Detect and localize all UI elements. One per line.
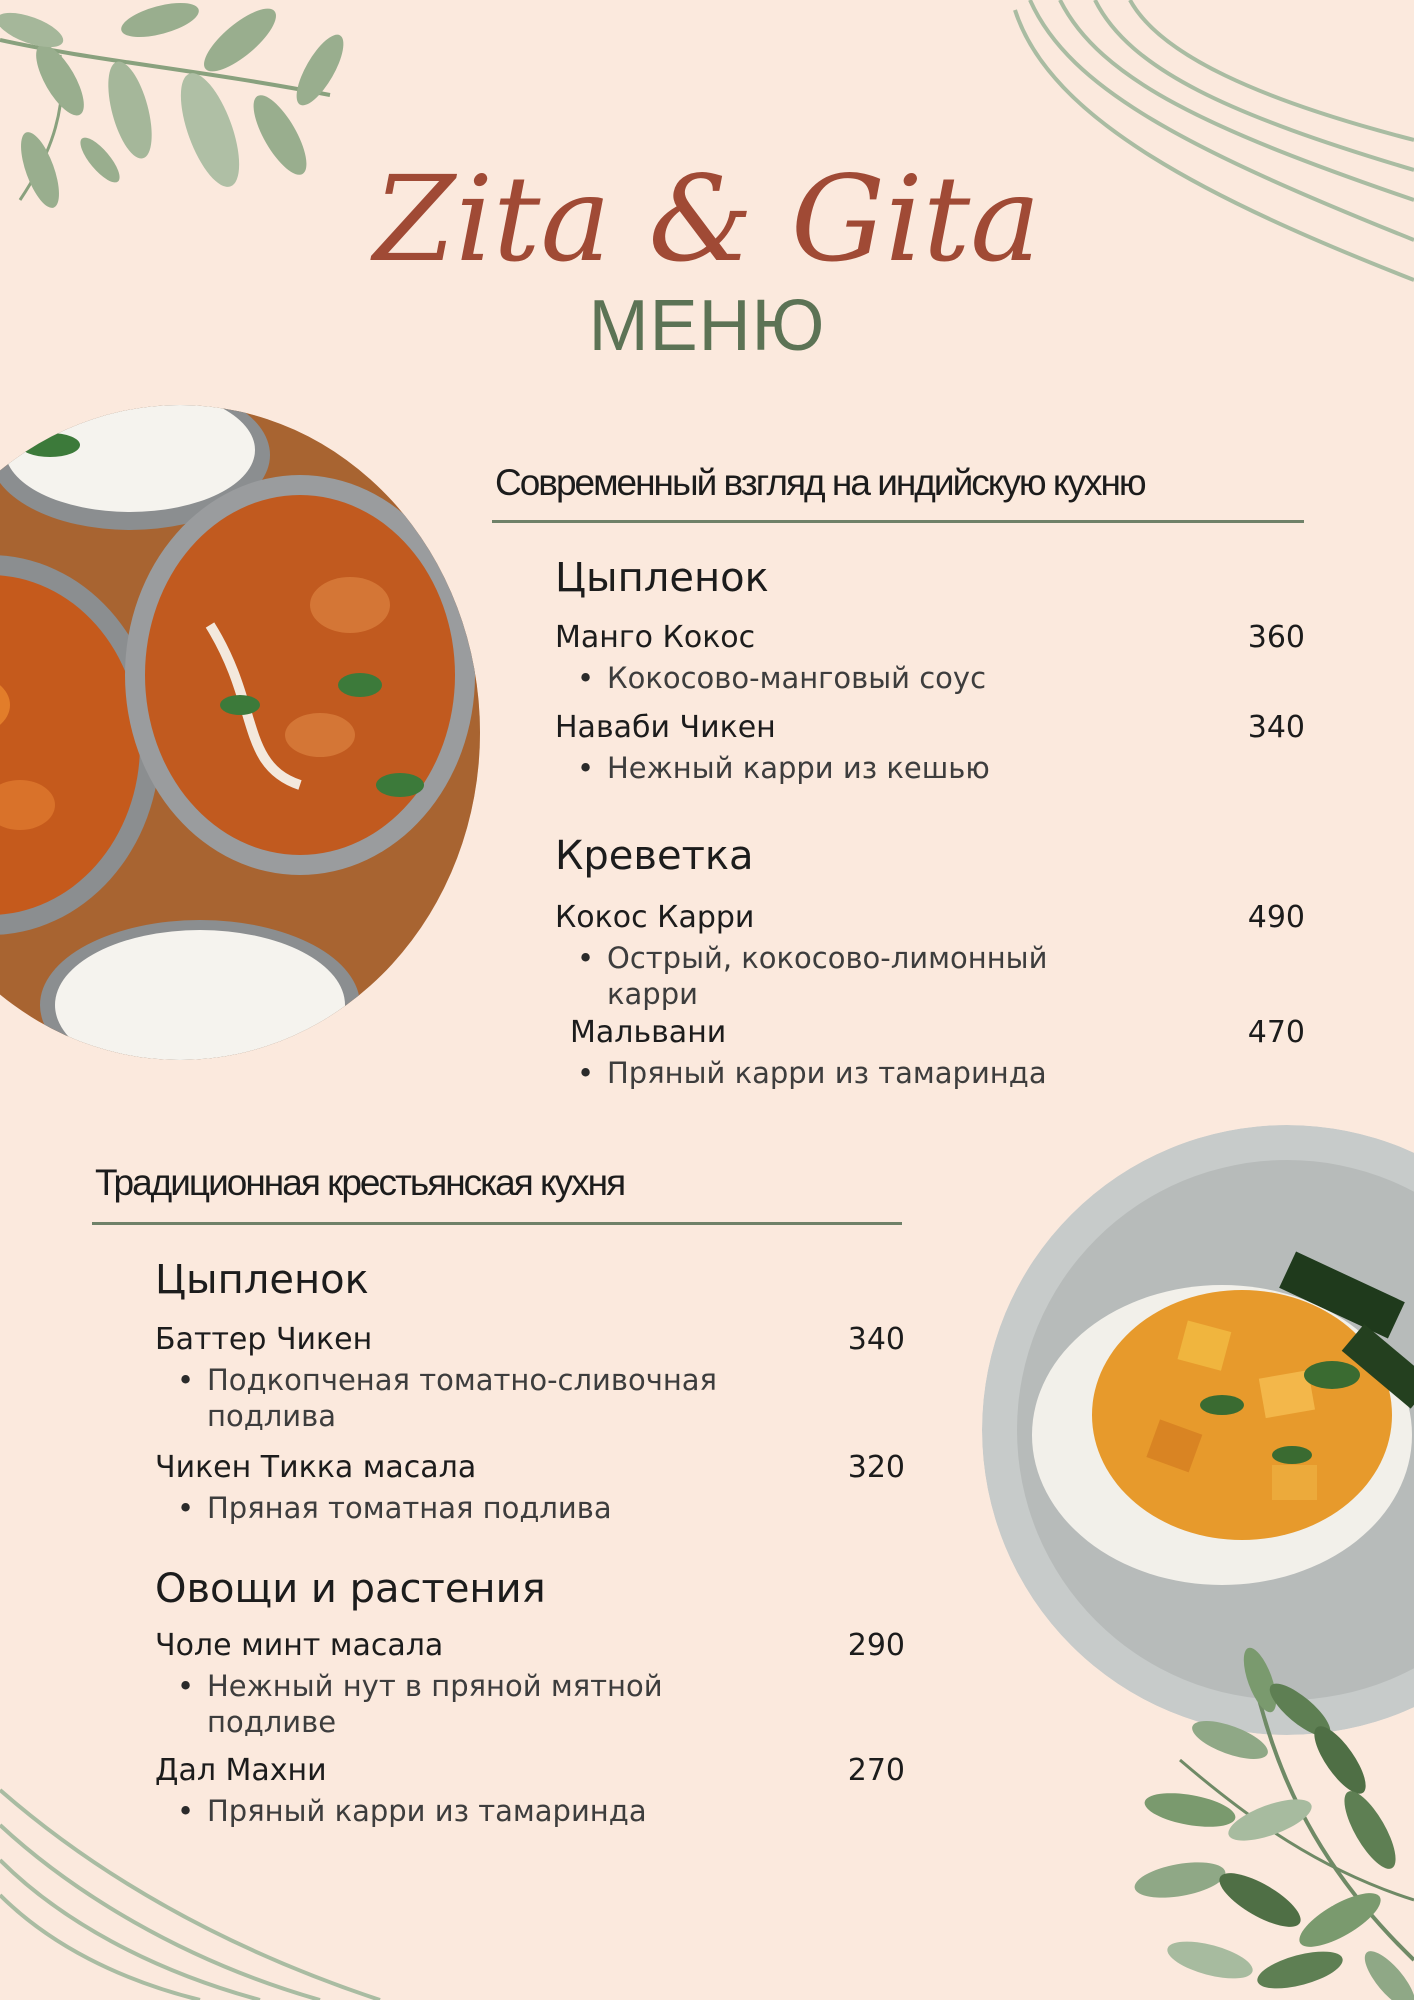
category-shrimp: Креветка [555,833,754,879]
section-traditional-title: Традиционная крестьянская кухня [95,1162,625,1203]
section-traditional-divider [92,1222,902,1225]
category-chicken-traditional: Цыпленок [155,1257,369,1303]
item-chicken-tikka-masala: Чикен Тикка масала [155,1450,477,1485]
desc-nawabi-chicken: • Нежный карри из кешью [555,750,1207,786]
price-butter-chicken: 340 [847,1322,905,1357]
item-mango-coconut: Манго Кокос [555,620,756,655]
price-nawabi-chicken: 340 [1247,710,1305,745]
curry-bowls-photo [0,405,480,1060]
desc-butter-chicken [155,1362,857,1434]
brand-name: Zita & Gita [373,150,1041,288]
section-modern-divider [492,520,1304,523]
desc-butter-chicken-line2: подлива [207,1399,336,1433]
desc-coconut-curry [555,940,1207,1012]
desc-coconut-curry-line2: карри [607,977,698,1011]
price-dal-makhani: 270 [847,1753,905,1788]
desc-coconut-curry-line1: Острый, кокосово-лимонный [607,941,1048,975]
category-vegetables: Овощи и растения [155,1566,546,1612]
desc-chole-line2: подливе [207,1705,337,1739]
desc-chicken-tikka-masala: • Пряная томатная подлива [155,1490,857,1526]
category-chicken-modern: Цыпленок [555,555,769,601]
item-malvani: Мальвани [570,1015,727,1050]
desc-chole-line1: Нежный нут в пряной мятной [207,1669,663,1703]
price-mango-coconut: 360 [1247,620,1305,655]
item-chole-mint-masala: Чоле минт масала [155,1628,444,1663]
desc-mango-coconut: • Кокосово-манговый соус [555,660,1207,696]
wavy-lines-bottom-left-icon [0,1770,420,2000]
price-malvani: 470 [1247,1015,1305,1050]
price-coconut-curry: 490 [1247,900,1305,935]
leaf-branch-bottom-right-icon [1120,1640,1414,2000]
desc-malvani: • Пряный карри из тамаринда [555,1055,1207,1091]
desc-dal-makhani: • Пряный карри из тамаринда [155,1793,857,1829]
item-nawabi-chicken: Наваби Чикен [555,710,776,745]
item-dal-makhani: Дал Махни [155,1753,327,1788]
desc-butter-chicken-line1: Подкопченая томатно-сливочная [207,1363,718,1397]
section-modern-title: Современный взгляд на индийскую кухню [495,462,1145,503]
brand-logo [0,95,1414,295]
page-title: МЕНЮ [588,286,826,366]
price-chicken-tikka-masala: 320 [847,1450,905,1485]
item-coconut-curry: Кокос Карри [555,900,755,935]
item-butter-chicken: Баттер Чикен [155,1322,373,1357]
price-chole-mint-masala: 290 [847,1628,905,1663]
desc-chole-mint-masala [155,1668,857,1740]
